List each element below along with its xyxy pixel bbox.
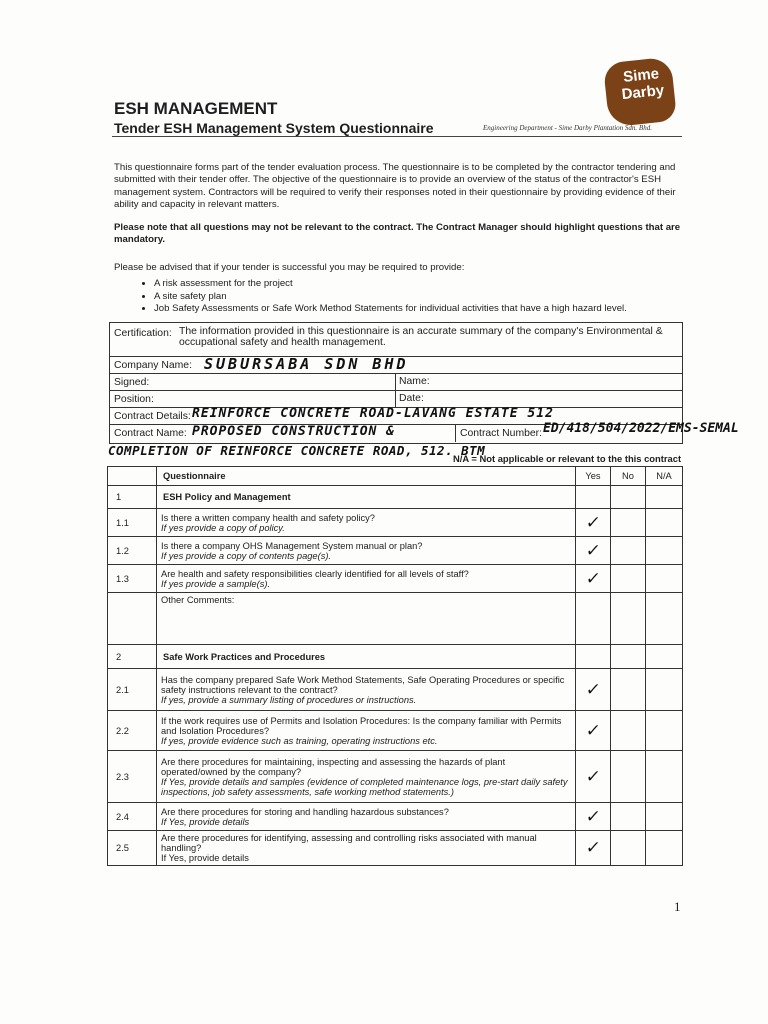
contract-name-value[interactable]: PROPOSED CONSTRUCTION &: [192, 424, 396, 439]
yes-cell[interactable]: [576, 669, 611, 711]
other-comments-label: Other Comments:: [161, 595, 235, 605]
comments-cell[interactable]: [157, 593, 576, 645]
header-yes: Yes: [576, 467, 611, 486]
header-na: N/A: [646, 467, 683, 486]
no-cell[interactable]: [611, 669, 646, 711]
question-cell: [157, 751, 576, 803]
section-row: [108, 486, 683, 509]
table-row: [108, 669, 683, 711]
company-name-value[interactable]: SUBURSABA SDN BHD: [204, 355, 409, 373]
document-title: ESH MANAGEMENT: [114, 99, 278, 118]
question-hint: If yes provide a copy of policy.: [161, 522, 285, 533]
question-hint: If Yes, provide details and samples (evidence of completed maintenance logs, pre-start daily safety inspections, job safety assessments, safe working method statements.): [161, 776, 568, 797]
question-hint: If Yes, provide details: [161, 853, 249, 863]
na-cell[interactable]: [646, 509, 683, 537]
no-cell[interactable]: [611, 751, 646, 803]
header-questionnaire: Questionnaire: [157, 467, 576, 486]
table-row: [108, 751, 683, 803]
section-row: [108, 645, 683, 669]
question-text: If the work requires use of Permits and Isolation Procedures: Is the company familiar with Permits and Isolation Procedures?: [161, 715, 562, 736]
company-name-label: Company Name:: [114, 360, 192, 371]
table-row: [108, 803, 683, 831]
document-subtitle: Tender ESH Management System Questionnaire: [114, 120, 434, 136]
checkmark-icon: ✓: [584, 679, 602, 700]
section-title: ESH Policy and Management: [157, 486, 576, 509]
question-hint: If yes provide a sample(s).: [161, 578, 271, 589]
contract-details-value[interactable]: REINFORCE CONCRETE ROAD-LAVANG ESTATE 512: [192, 406, 554, 421]
logo-line-1: Sime: [622, 65, 660, 86]
no-cell[interactable]: [611, 711, 646, 751]
requirement-item: • Job Safety Assessments or Safe Work Method Statements for individual activities that have a high hazard level.: [154, 303, 627, 316]
na-cell[interactable]: [646, 711, 683, 751]
yes-cell[interactable]: [576, 537, 611, 565]
certification-text: [179, 326, 679, 348]
comments-number-cell: [108, 593, 157, 645]
logo-line-2: Darby: [620, 81, 665, 104]
na-cell[interactable]: [646, 669, 683, 711]
question-cell: [157, 669, 576, 711]
na-cell[interactable]: [646, 751, 683, 803]
section-number: 1: [108, 486, 157, 509]
checkmark-icon: ✓: [584, 512, 602, 533]
form-rule: [109, 390, 683, 391]
checkmark-icon: ✓: [584, 806, 602, 827]
form-rule: [109, 373, 683, 374]
yes-cell[interactable]: [576, 803, 611, 831]
na-cell[interactable]: [646, 831, 683, 866]
checkmark-icon: ✓: [584, 568, 602, 589]
question-cell: [157, 831, 576, 866]
header-number-cell: [108, 467, 157, 486]
contract-details-label: Contract Details:: [114, 411, 191, 422]
checkmark-icon: ✓: [584, 540, 602, 561]
item-number: 2.4: [108, 803, 157, 831]
department-label: Engineering Department - Sime Darby Plantation Sdn. Bhd.: [483, 124, 652, 132]
yes-cell[interactable]: [576, 565, 611, 593]
item-number: 2.3: [108, 751, 157, 803]
item-number: 1.1: [108, 509, 157, 537]
table-row: [108, 565, 683, 593]
signed-label: Signed:: [114, 377, 150, 388]
section-number: 2: [108, 645, 157, 669]
yes-cell[interactable]: [576, 711, 611, 751]
certification-text-line-1: The information provided in this questionnaire is an accurate summary of the company's Environmental &: [179, 326, 663, 337]
item-number: 2.5: [108, 831, 157, 866]
question-text: Has the company prepared Safe Work Method Statements, Safe Operating Procedures or specific safety instructions relevant to the contract?: [161, 674, 565, 695]
name-label: Name:: [399, 376, 430, 387]
no-cell[interactable]: [611, 509, 646, 537]
table-row: [108, 831, 683, 866]
question-text: Are health and safety responsibilities clearly identified for all levels of staff?: [161, 568, 469, 579]
question-hint: If yes, provide a summary listing of procedures or instructions.: [161, 694, 417, 705]
comments-empty-cell: [576, 593, 611, 645]
table-header-row: [108, 467, 683, 486]
table-row: [108, 509, 683, 537]
yes-cell[interactable]: [576, 831, 611, 866]
question-text: Is there a company OHS Management System manual or plan?: [161, 540, 423, 551]
requirements-list: [136, 278, 627, 316]
header-rule: [112, 136, 682, 137]
item-number: 1.3: [108, 565, 157, 593]
requirement-item: • A risk assessment for the project: [154, 278, 627, 291]
no-cell[interactable]: [611, 831, 646, 866]
question-hint: If yes provide a copy of contents page(s).: [161, 550, 332, 561]
no-cell[interactable]: [611, 565, 646, 593]
advised-text: Please be advised that if your tender is successful you may be required to provide:: [114, 262, 465, 273]
table-row: [108, 537, 683, 565]
no-cell[interactable]: [611, 803, 646, 831]
position-label: Position:: [114, 394, 154, 405]
contract-number-label: Contract Number:: [460, 428, 542, 439]
na-note: N/A = Not applicable or relevant to the this contract: [453, 453, 682, 464]
yes-cell[interactable]: [576, 509, 611, 537]
section-empty-cell: [611, 486, 646, 509]
checkmark-icon: ✓: [584, 838, 602, 858]
requirement-item: • A site safety plan: [154, 291, 627, 304]
section-empty-cell: [576, 486, 611, 509]
no-cell[interactable]: [611, 537, 646, 565]
contract-name-continuation: COMPLETION OF REINFORCE CONCRETE ROAD, 512. BTM: [108, 443, 486, 458]
certification-label: Certification:: [114, 328, 172, 339]
questionnaire-table: [107, 466, 683, 866]
certification-text-line-2: occupational safety and health management.: [179, 337, 386, 348]
logo-text: [612, 64, 671, 104]
form-divider: [395, 373, 396, 407]
na-cell[interactable]: [646, 803, 683, 831]
na-cell[interactable]: [646, 565, 683, 593]
yes-cell[interactable]: [576, 751, 611, 803]
question-cell: [157, 565, 576, 593]
comments-empty-cell: [611, 593, 646, 645]
item-number: 2.2: [108, 711, 157, 751]
table-row: [108, 711, 683, 751]
section-empty-cell: [611, 645, 646, 669]
section-title: Safe Work Practices and Procedures: [157, 645, 576, 669]
item-number: 1.2: [108, 537, 157, 565]
mandatory-note: Please note that all questions may not be relevant to the contract. The Contract Manager should highlight questions that are mandatory.: [114, 222, 681, 246]
checkmark-icon: ✓: [584, 720, 602, 741]
na-cell[interactable]: [646, 537, 683, 565]
item-number: 2.1: [108, 669, 157, 711]
question-cell: [157, 711, 576, 751]
question-cell: [157, 537, 576, 565]
question-text: Are there procedures for maintaining, inspecting and assessing the hazards of plant operated/owned by the company?: [161, 756, 506, 777]
comments-empty-cell: [646, 593, 683, 645]
question-text: Are there procedures for identifying, assessing and controlling risks associated with manual handling?: [161, 833, 537, 853]
question-cell: [157, 509, 576, 537]
date-label: Date:: [399, 393, 424, 404]
form-divider: [455, 424, 456, 442]
page-number: 1: [674, 899, 681, 914]
question-hint: If Yes, provide details: [161, 816, 250, 827]
intro-paragraph: This questionnaire forms part of the tender evaluation process. The questionnaire is to be completed by the contractor tendering and submitted with their tender offer. The objective of the questionnaire is to provide an overview of the status of the contractor's ESH management system. Contractors will be required to verify their responses noted in their questionnaire by providing evidence of their ability and capacity in relevant matters.: [114, 162, 676, 211]
header-no: No: [611, 467, 646, 486]
section-empty-cell: [646, 486, 683, 509]
question-text: Are there procedures for storing and handling hazardous substances?: [161, 806, 449, 817]
question-text: Is there a written company health and safety policy?: [161, 512, 375, 523]
section-empty-cell: [646, 645, 683, 669]
checkmark-icon: ✓: [584, 766, 602, 787]
contract-number-value[interactable]: ED/418/504/2022/EMS-SEMAL: [543, 421, 739, 436]
question-cell: [157, 803, 576, 831]
contract-name-label: Contract Name:: [114, 428, 187, 439]
section-empty-cell: [576, 645, 611, 669]
question-hint: If yes, provide evidence such as training, operating instructions etc.: [161, 735, 438, 746]
comments-row: [108, 593, 683, 645]
